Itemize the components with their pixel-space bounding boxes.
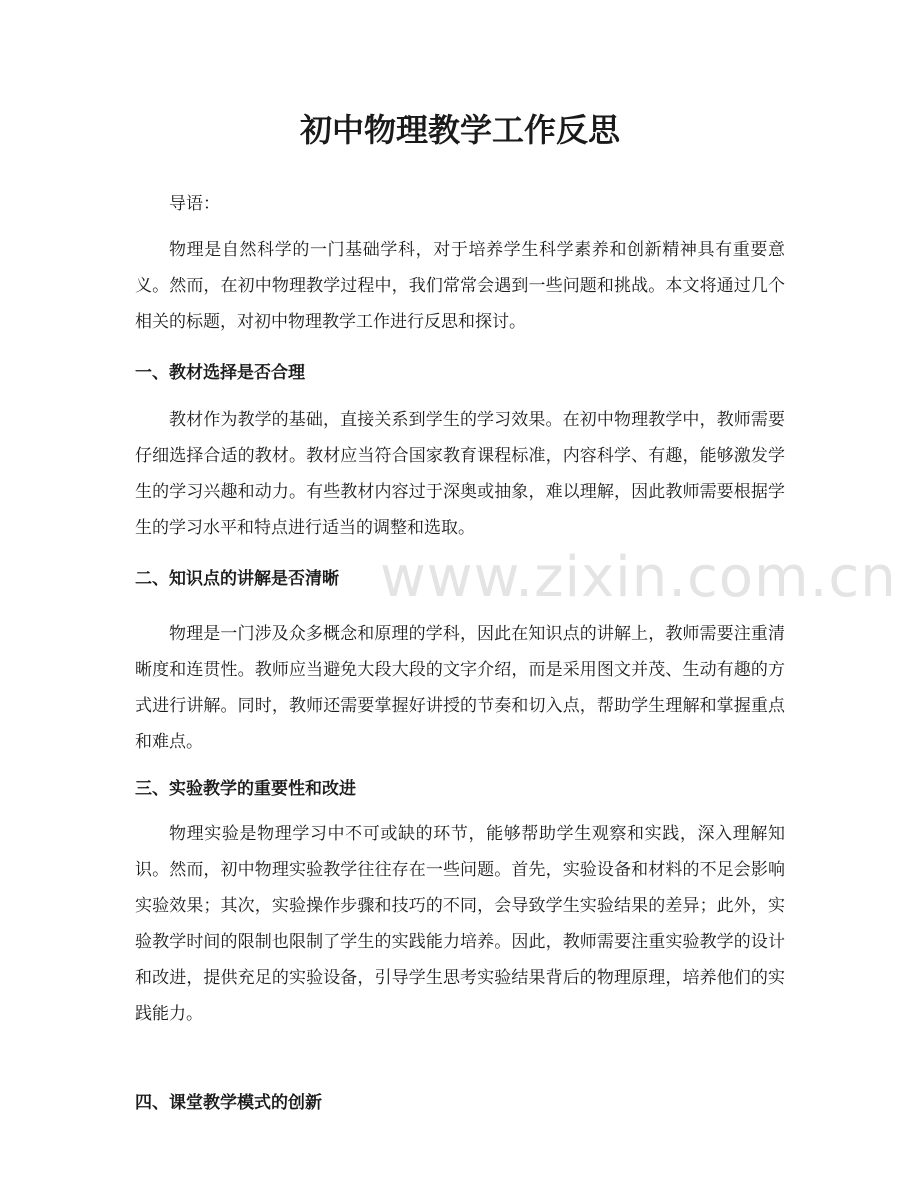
intro-label: 导语：: [169, 194, 220, 214]
intro-paragraph: 物理是自然科学的一门基础学科，对于培养学生科学素养和创新精神具有重要意义。然而，在初中物理教学过程中，我们常常会遇到一些问题和挑战。本文将通过几个相关的标题，对初中物理教学工作进行反思和探讨。: [135, 240, 785, 332]
section-heading: 一、教材选择是否合理: [135, 363, 305, 383]
section-heading: 二、知识点的讲解是否清晰: [135, 569, 339, 589]
document-title: 初中物理教学工作反思: [299, 111, 620, 149]
watermark: www.zixin.com.cn: [380, 545, 897, 610]
section-heading: 四、课堂教学模式的创新: [135, 1093, 322, 1113]
section-paragraph: 物理实验是物理学习中不可或缺的环节，能够帮助学生观察和实践，深入理解知识。然而，初中物理实验教学往往存在一些问题。首先，实验设备和材料的不足会影响实验效果；其次，实验操作步骤和技巧的不同，会导致学生实验结果的差异；此外，实验教学时间的限制也限制了学生的实践能力培养。因此，教师需要注重实验教学的设计和改进，提供充足的实验设备，引导学生思考实验结果背后的物理原理，培养他们的实践能力。: [135, 824, 785, 1024]
section-heading: 三、实验教学的重要性和改进: [135, 779, 356, 799]
section-paragraph: 物理是一门涉及众多概念和原理的学科，因此在知识点的讲解上，教师需要注重清晰度和连贯性。教师应当避免大段大段的文字介绍，而是采用图文并茂、生动有趣的方式进行讲解。同时，教师还需要掌握好讲授的节奏和切入点，帮助学生理解和掌握重点和难点。: [135, 624, 785, 752]
section-paragraph: 教材作为教学的基础，直接关系到学生的学习效果。在初中物理教学中，教师需要仔细选择合适的教材。教材应当符合国家教育课程标准，内容科学、有趣，能够激发学生的学习兴趣和动力。有些教材内容过于深奥或抽象，难以理解，因此教师需要根据学生的学习水平和特点进行适当的调整和选取。: [135, 410, 785, 538]
